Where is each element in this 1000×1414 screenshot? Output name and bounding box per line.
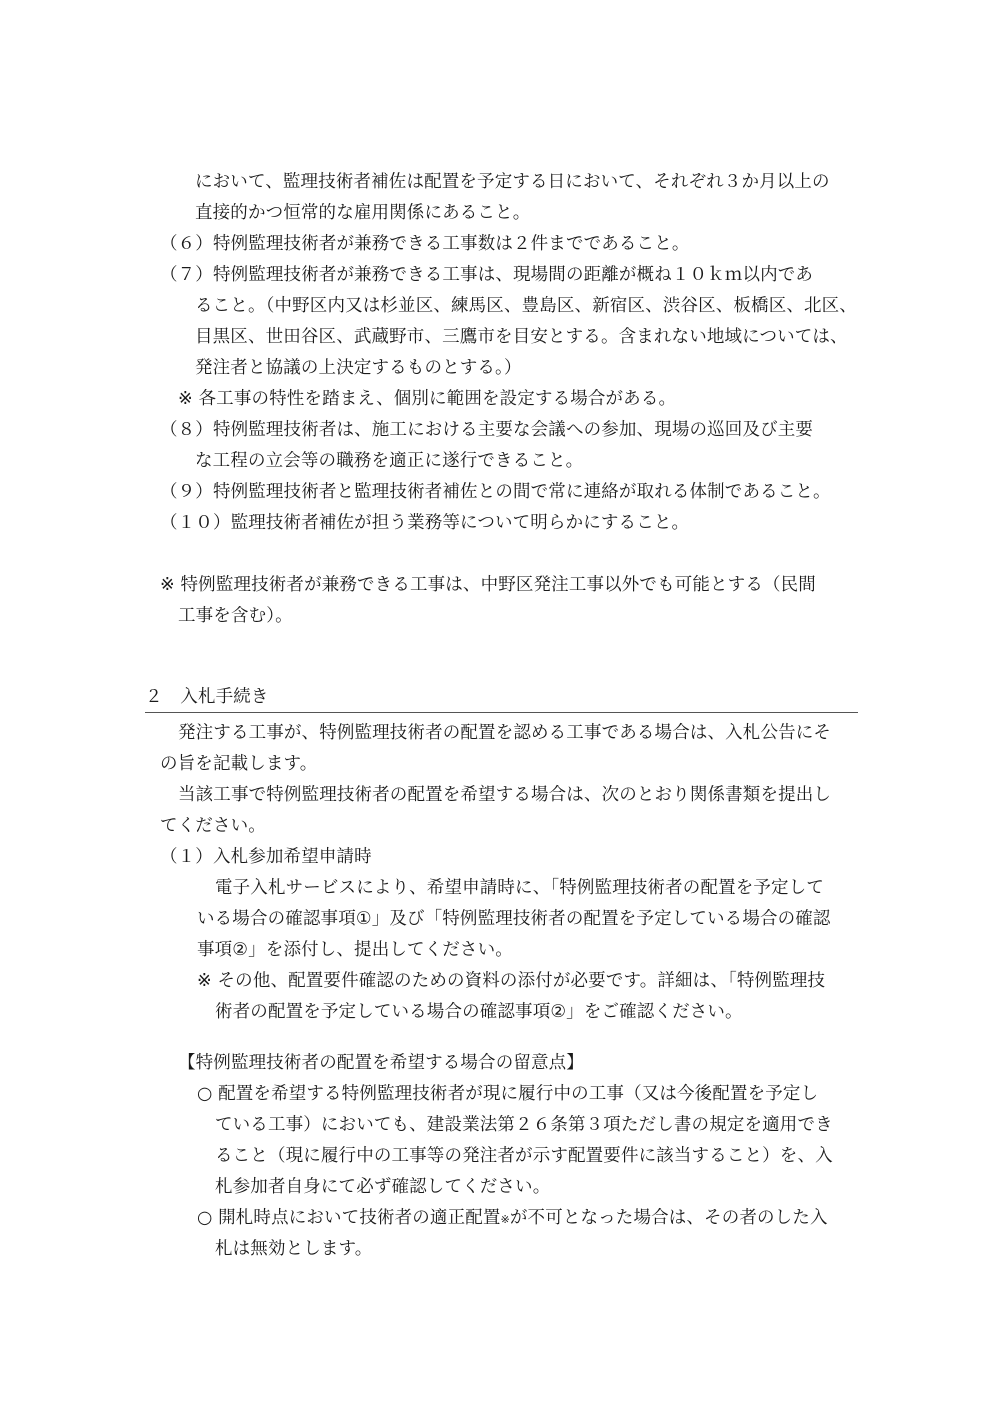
paragraph-line: 発注する工事が、特例監理技術者の配置を認める工事である場合は、入札公告にそ [178, 723, 832, 743]
list-item-7-note: ※ 各工事の特性を踏まえ、個別に範囲を設定する場合がある。 [178, 389, 677, 409]
text-line: 直接的かつ恒常的な雇用関係にあること。 [195, 203, 531, 223]
list-item-6: （６）特例監理技術者が兼務できる工事数は２件までであること。 [160, 234, 690, 254]
subsection-note: ※ その他、配置要件確認のための資料の添付が必要です。詳細は、「特例監理技 [197, 971, 826, 991]
point-item-1-cont: ている工事）においても、建設業法第２６条第３項ただし書の規定を適用でき [215, 1115, 833, 1135]
list-item-7-cont: 発注者と協議の上決定するものとする。） [195, 358, 522, 378]
points-heading: 【特例監理技術者の配置を希望する場合の留意点】 [178, 1053, 584, 1073]
list-item-8: （８）特例監理技術者は、施工における主要な会議への参加、現場の巡回及び主要 [160, 420, 814, 440]
list-item-7-cont: ること。（中野区内又は杉並区、練馬区、豊島区、新宿区、渋谷区、板橋区、北区、 [195, 296, 857, 316]
list-item-8-cont: な工程の立会等の職務を適正に遂行できること。 [195, 451, 584, 471]
list-item-9: （９）特例監理技術者と監理技術者補佐との間で常に連絡が取れる体制であること。 [160, 482, 831, 502]
point-item-2-text: ○ 開札時点において技術者の適正配置 [197, 1208, 501, 1228]
subsection-note-cont: 術者の配置を予定している場合の確認事項②」をご確認ください。 [215, 1002, 743, 1022]
point-item-2-cont: 札は無効とします。 [215, 1239, 373, 1259]
reference-mark: ※ [500, 1213, 510, 1226]
subsection-line: 電子入札サービスにより、希望申請時に、「特例監理技術者の配置を予定して [215, 878, 824, 898]
paragraph-line: の旨を記載します。 [160, 754, 318, 774]
paragraph-line: 当該工事で特例監理技術者の配置を希望する場合は、次のとおり関係書類を提出し [178, 785, 832, 805]
point-item-2-text: が不可となった場合は、その者のした入 [509, 1208, 828, 1228]
list-item-7: （７）特例監理技術者が兼務できる工事は、現場間の距離が概ね１０ｋｍ以内であ [160, 265, 814, 285]
subsection-line: いる場合の確認事項①」及び「特例監理技術者の配置を予定している場合の確認 [197, 909, 831, 929]
point-item-1: ○ 配置を希望する特例監理技術者が現に履行中の工事（又は今後配置を予定し [197, 1084, 819, 1104]
point-item-1-cont: 札参加者自身にて必ず確認してください。 [215, 1177, 551, 1197]
heading-underline [145, 712, 858, 713]
point-item-1-cont: ること（現に履行中の工事等の発注者が示す配置要件に該当すること）を、入 [215, 1146, 833, 1166]
note-line-cont: 工事を含む）。 [178, 606, 293, 626]
subsection-line: 事項②」を添付し、提出してください。 [197, 940, 513, 960]
text-line: において、監理技術者補佐は配置を予定する日において、それぞれ３か月以上の [195, 172, 830, 192]
point-item-2 [197, 1204, 828, 1234]
subsection-heading: （１）入札参加希望申請時 [160, 847, 372, 867]
list-item-10: （１０）監理技術者補佐が担う業務等について明らかにすること。 [160, 513, 690, 533]
list-item-7-cont: 目黒区、世田谷区、武蔵野市、三鷹市を目安とする。含まれない地域については、 [195, 327, 848, 347]
section-heading: ２ 入札手続き [145, 687, 269, 707]
paragraph-line: てください。 [160, 816, 266, 836]
note-line: ※ 特例監理技術者が兼務できる工事は、中野区発注工事以外でも可能とする（民間 [160, 575, 816, 595]
